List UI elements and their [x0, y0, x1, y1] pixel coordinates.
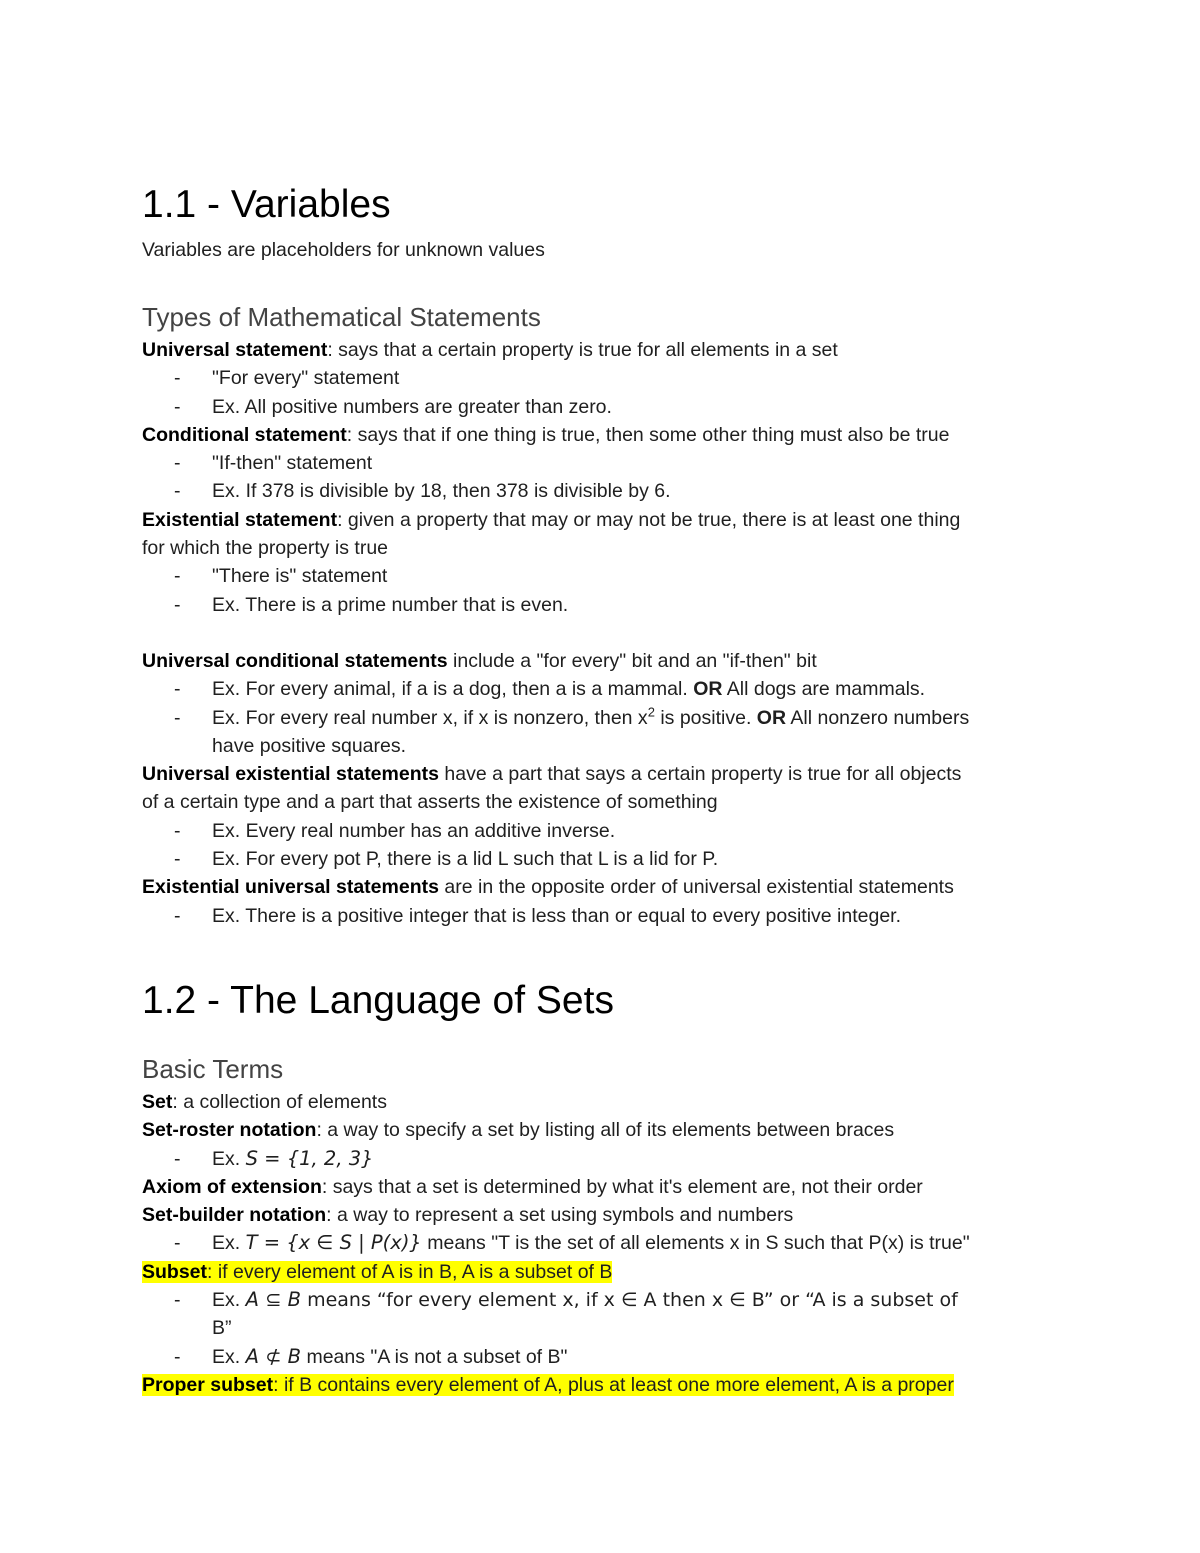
list-item — [142, 1229, 1072, 1257]
superscript: 2 — [647, 704, 655, 720]
list-text: Ex. For every pot P, there is a lid L such that L is a lid for P. — [212, 848, 719, 871]
set-roster-def — [142, 1116, 1072, 1144]
term: Axiom of extension — [142, 1175, 322, 1198]
list-text: have positive squares. — [212, 734, 407, 757]
term: Existential statement — [142, 508, 338, 531]
definition: : if B contains every element of A, plus at least one more element, A is a proper — [273, 1373, 954, 1396]
definition: : if every element of A is in B, A is a subset of B — [207, 1260, 613, 1283]
list-text: Ex. — [212, 1147, 246, 1170]
list-item — [142, 704, 1072, 761]
dash-bullet: - — [174, 678, 181, 701]
dash-bullet: - — [174, 819, 181, 842]
list-text: means “for every element x, if x ∈ A then x ∈ B” or “A is a subset of — [301, 1289, 958, 1312]
term: Universal statement — [142, 339, 328, 361]
list-text: B” — [212, 1317, 232, 1340]
definition: include a "for every" bit and an "if-then" bit — [447, 649, 817, 672]
definition: have a part that says a certain property is true for all objects — [438, 763, 962, 786]
list-item — [142, 1145, 1072, 1173]
section-title-variables: 1.1 - Variables — [142, 183, 391, 226]
list-text: "There is" statement — [212, 565, 388, 588]
dash-bullet: - — [174, 480, 181, 503]
or-keyword: OR — [693, 678, 723, 701]
list-item — [142, 591, 1072, 619]
definition: : says that a set is determined by what it's element are, not their order — [321, 1175, 923, 1198]
term: Proper subset — [142, 1373, 274, 1396]
list-text: All dogs are mammals. — [722, 678, 926, 701]
universal-conditional-def — [142, 647, 1072, 675]
definition: : a way to represent a set using symbols and numbers — [326, 1204, 794, 1227]
axiom-of-extension-def — [142, 1173, 1072, 1201]
dash-bullet: - — [174, 452, 181, 475]
term: Universal conditional statements — [142, 649, 448, 672]
dash-bullet: - — [174, 1147, 181, 1170]
list-text: Ex. — [212, 1289, 246, 1312]
list-item — [142, 902, 1072, 930]
variables-intro: Variables are placeholders for unknown values — [142, 239, 545, 261]
list-text: Ex. All positive numbers are greater than zero. — [212, 395, 612, 418]
list-text: Ex. — [212, 1345, 246, 1368]
heading-types-of-statements: Types of Mathematical Statements — [142, 302, 541, 332]
existential-universal-def — [142, 873, 1072, 901]
dash-bullet: - — [174, 367, 181, 390]
definition: : given a property that may or may not be true, there is at least one thing — [337, 508, 961, 531]
math-expression: S = {1, 2, 3} — [245, 1146, 374, 1170]
list-text: Ex. Every real number has an additive inverse. — [212, 819, 616, 842]
list-item — [142, 364, 1072, 392]
existential-statement-def — [142, 506, 1072, 534]
dash-bullet: - — [174, 1232, 181, 1255]
list-item — [142, 1286, 1072, 1343]
term: Universal existential statements — [142, 763, 439, 786]
list-text: Ex. If 378 is divisible by 18, then 378 is divisible by 6. — [212, 480, 671, 503]
list-text: Ex. For every animal, if a is a dog, then a is a mammal. — [212, 678, 694, 701]
definition: : a way to specify a set by listing all of its elements between braces — [316, 1119, 895, 1142]
term: Set-roster notation — [142, 1119, 317, 1142]
list-text: means "T is the set of all elements x in S such that P(x) is true" — [421, 1232, 970, 1255]
set-def — [142, 1088, 1072, 1116]
list-item — [142, 817, 1072, 845]
dash-bullet: - — [174, 706, 181, 729]
definition: are in the opposite order of universal existential statements — [438, 876, 954, 899]
list-item — [142, 675, 1072, 703]
list-item — [142, 845, 1072, 873]
existential-statement-def-cont: for which the property is true — [142, 537, 389, 560]
dash-bullet: - — [174, 565, 181, 588]
universal-statement-def — [142, 336, 1072, 364]
list-text: Ex. There is a positive integer that is less than or equal to every positive integer. — [212, 904, 902, 927]
conditional-statement-def — [142, 421, 1072, 449]
heading-basic-terms: Basic Terms — [142, 1053, 284, 1084]
list-item — [142, 477, 1072, 505]
dash-bullet: - — [174, 1345, 181, 1368]
definition: : a collection of elements — [172, 1090, 387, 1113]
term: Conditional statement — [142, 423, 347, 446]
dash-bullet: - — [174, 848, 181, 871]
list-text: Ex. There is a prime number that is even. — [212, 593, 569, 616]
list-text: "For every" statement — [212, 367, 400, 390]
list-item — [142, 562, 1072, 590]
universal-existential-def-cont: of a certain type and a part that asserts the existence of something — [142, 791, 718, 814]
list-text: All nonzero numbers — [786, 706, 970, 729]
term: Existential universal statements — [142, 876, 439, 899]
list-text: means "A is not a subset of B" — [301, 1345, 568, 1368]
term: Set — [142, 1090, 173, 1113]
highlight — [142, 1261, 612, 1283]
list-item — [142, 449, 1072, 477]
list-text: Ex. For every real number x, if x is nonzero, then x — [212, 706, 648, 729]
list-text: "If-then" statement — [212, 452, 373, 475]
highlight — [142, 1374, 954, 1396]
dash-bullet: - — [174, 904, 181, 927]
list-item — [142, 393, 1072, 421]
definition: : says that if one thing is true, then some other thing must also be true — [346, 423, 950, 446]
dash-bullet: - — [174, 395, 181, 418]
document-content — [142, 180, 1072, 1399]
dash-bullet: - — [174, 1289, 181, 1312]
set-builder-def — [142, 1201, 1072, 1229]
list-text: Ex. — [212, 1232, 246, 1255]
math-expression: T = {x ∈ S | P(x)} — [245, 1231, 422, 1255]
universal-existential-def — [142, 760, 1072, 788]
proper-subset-def — [142, 1371, 1072, 1399]
term: Subset — [142, 1260, 208, 1283]
or-keyword: OR — [756, 706, 787, 729]
list-text: is positive. — [654, 706, 757, 729]
math-expression: A ⊆ B — [245, 1288, 302, 1312]
math-expression: A ⊄ B — [245, 1344, 302, 1368]
dash-bullet: - — [174, 593, 181, 616]
list-item — [142, 1343, 1072, 1371]
definition: : says that a certain property is true for all elements in a set — [327, 339, 838, 361]
section-title-sets: 1.2 - The Language of Sets — [142, 978, 614, 1022]
subset-def — [142, 1258, 1072, 1286]
term: Set-builder notation — [142, 1204, 327, 1227]
